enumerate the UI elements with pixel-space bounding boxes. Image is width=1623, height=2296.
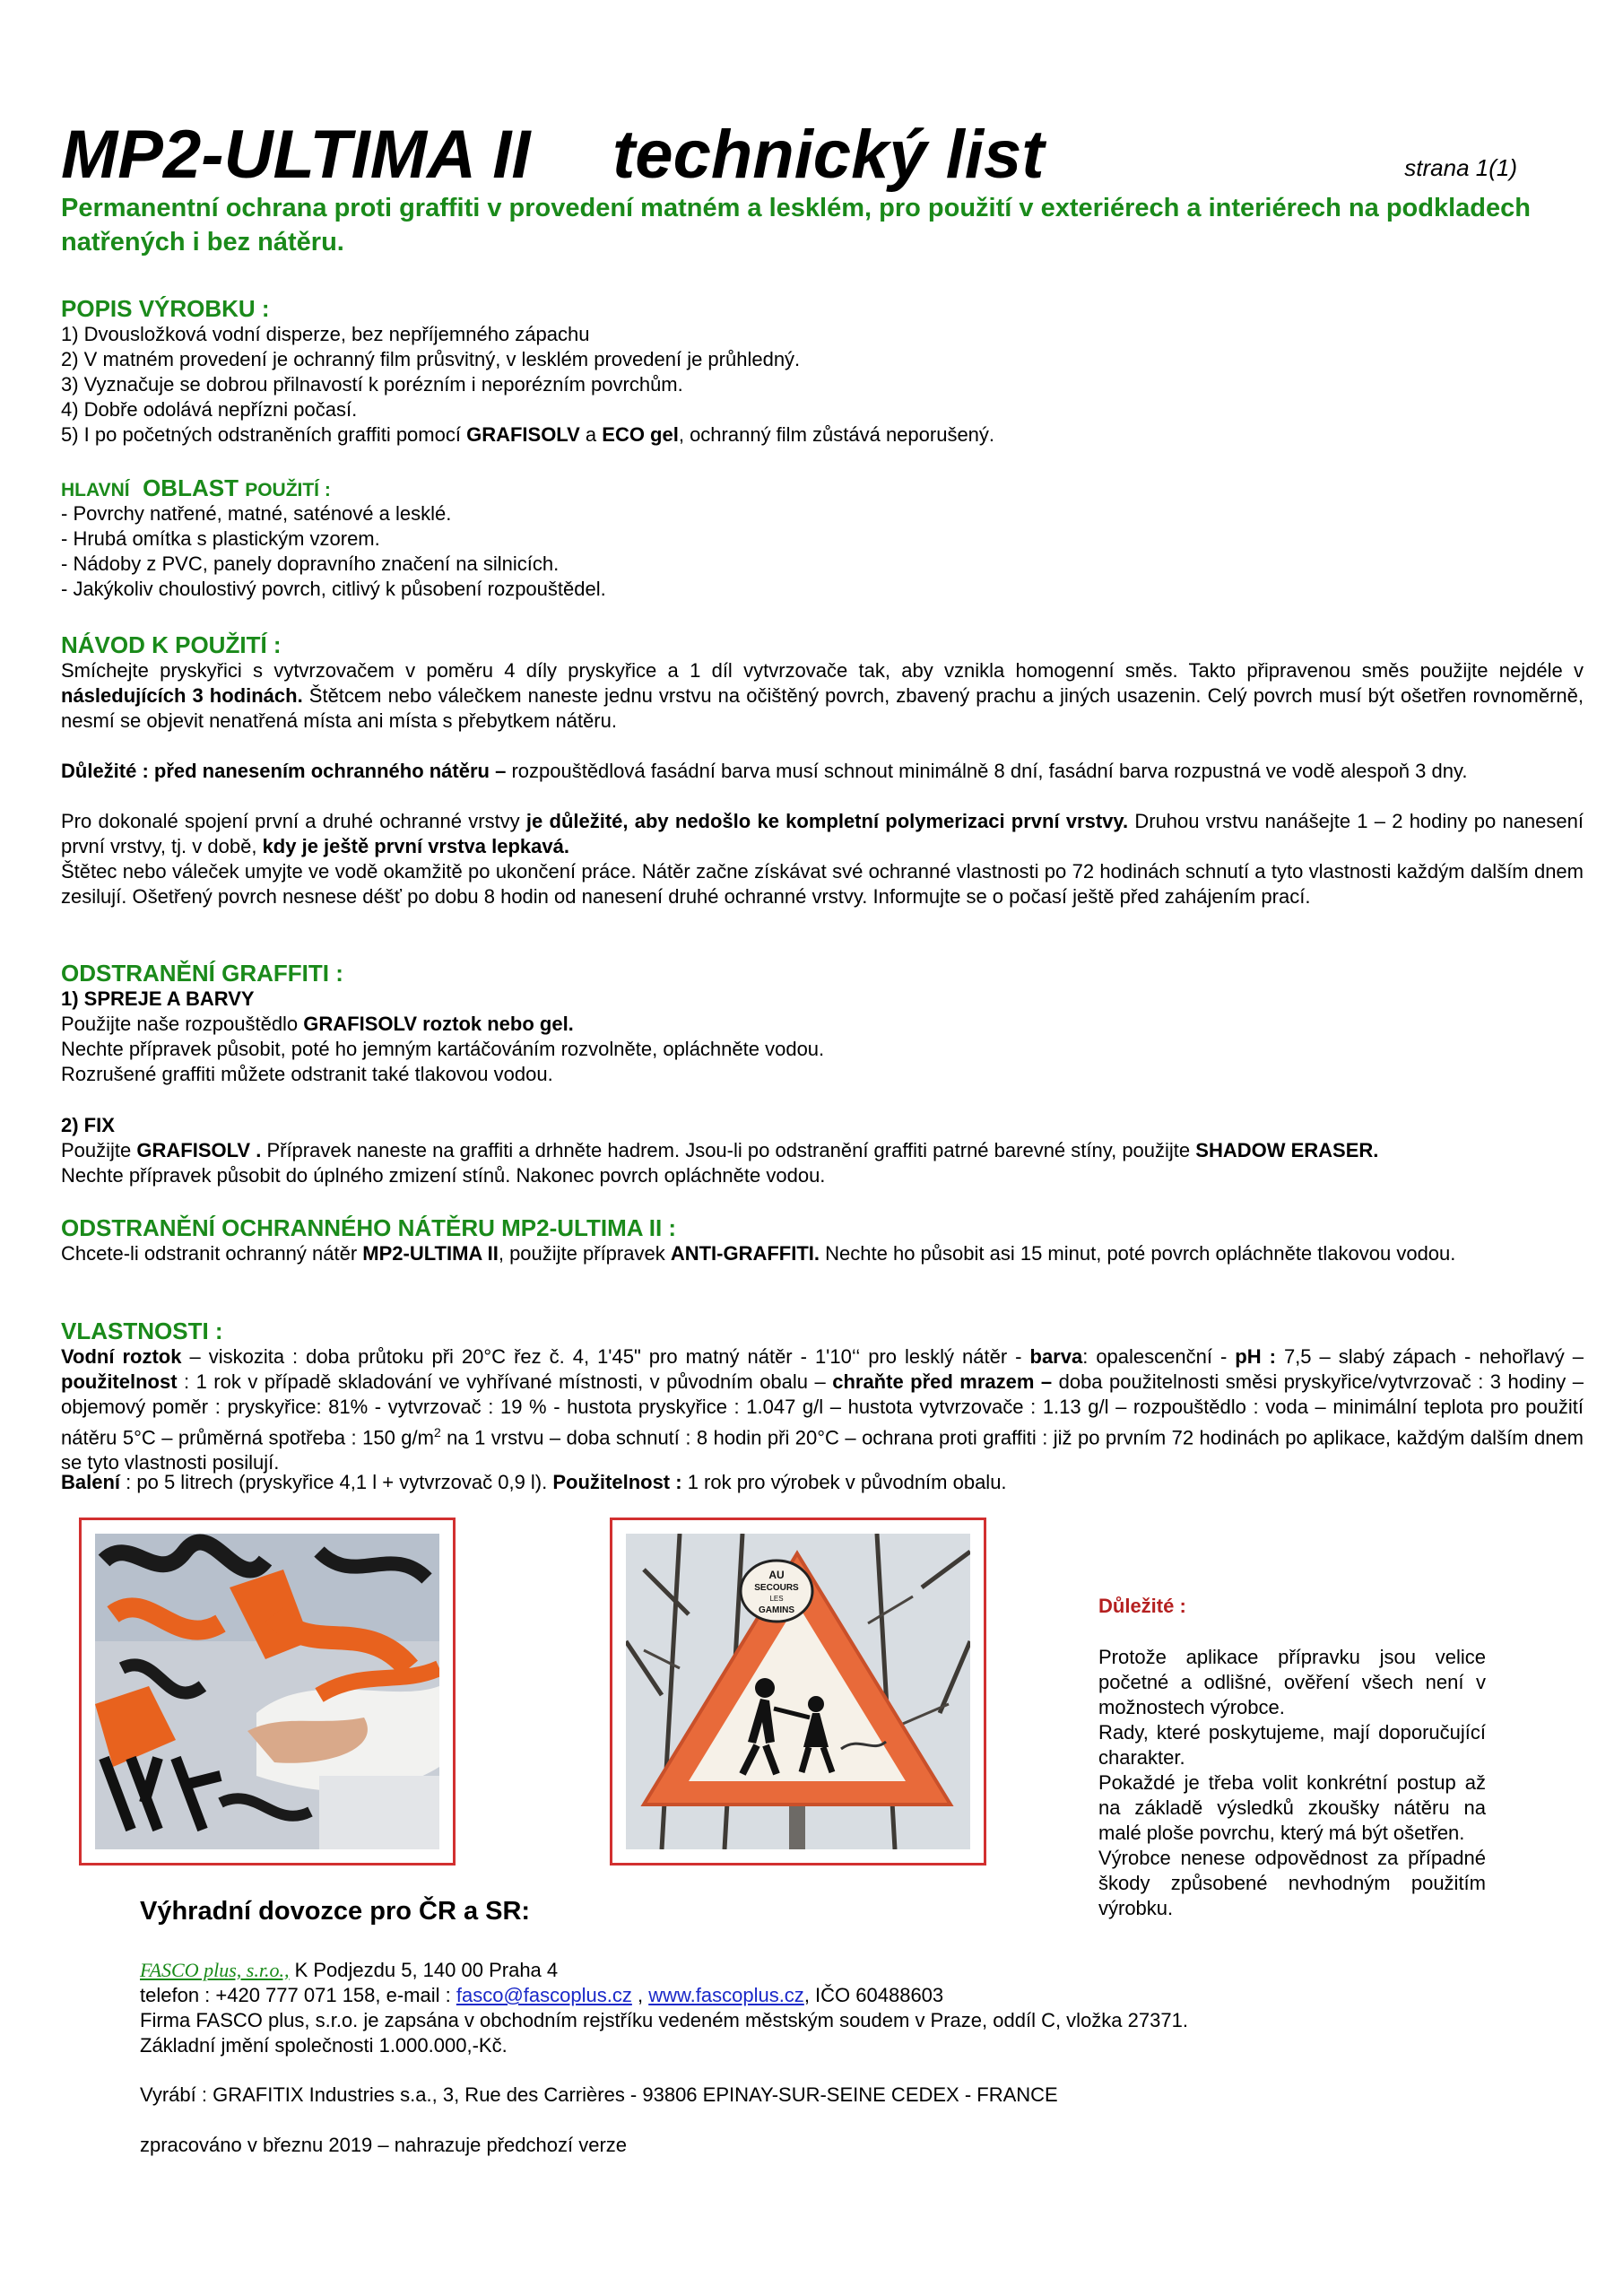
vlastnosti-text: Vodní roztok – viskozita : doba průtoku při 20°C řez č. 4, 1'45" pro matný nátěr - 1'10‘‘ pro lesklý nátěr - barva: opalescenční - pH : 7,5 – slabý zápach - nehořlavý – použitelnost : 1 rok v případě skladování ve vyhřívané místnosti, v původním obalu – chraňte před mrazem – doba použitelnosti směsi pryskyřice/vytvrzovač : 3 hodiny – objemový poměr : pryskyřice: 81% - vytvrzovač : 19 % - hustota pryskyřice : 1.047 g/l – hustota vytvrzovače : 1.13 g/l – rozpouštědlo : voda – minimální teplota pro použití nátěru 5°C – průměrná spotřeba : 150 $g/m^2$ na 1 vrstvu – doba schnutí : 8 hodin při 20°C – ochrana proti graffiti : již po prvním 72 hodinách po aplikace, každým dalším dnem se tyto vlastnosti posilují.: [61, 1345, 1584, 1474]
sign-graffiti-text-2: SECOURS: [754, 1583, 799, 1593]
section-heading-odstraneni-nateru: ODSTRANĚNÍ OCHRANNÉHO NÁTĚRU MP2-ULTIMA II :: [61, 1214, 677, 1241]
sign-graffiti-text-1: AU: [768, 1569, 785, 1581]
manufacturer: Vyrábí : GRAFITIX Industries s.a., 3, Rue des Carrières - 93806 EPINAY-SUR-SEINE CEDEX - FRANCE: [140, 2083, 1058, 2106]
subheading-fix: 2) FIX: [61, 1114, 115, 1136]
subheading-spreje: 1) SPREJE A BARVY: [61, 987, 255, 1010]
road-sign-image: [626, 1534, 970, 1849]
navod-paragraph-3: Pro dokonalé spojení první a druhé ochranné vrstvy je důležité, aby nedošlo ke kompletní polymerizaci první vrstvy. Druhou vrstvu nanášejte 1 – 2 hodiny po nanesení první vrstvy, tj. v době, kdy je ještě první vrstva lepkavá.: [61, 810, 1584, 857]
list-item: 1) Dvousložková vodní disperze, bez nepříjemného zápachu: [61, 323, 590, 345]
popis-list: [61, 322, 994, 448]
graffiti-image: [95, 1534, 439, 1849]
list-item: 3) Vyznačuje se dobrou přilnavostí k porézním i neporézním povrchům.: [61, 373, 683, 396]
odstraneni-nateru-text: Chcete-li odstranit ochranný nátěr MP2-ULTIMA II, použijte přípravek ANTI-GRAFFITI. Nechte ho působit asi 15 minut, poté povrch opláchněte tlakovou vodou.: [61, 1242, 1456, 1265]
revision-note: zpracováno v březnu 2019 – nahrazuje předchozí verze: [140, 2134, 628, 2156]
navod-paragraph-4: Štětec nebo váleček umyjte ve vodě okamžitě po ukončení práce. Nátěr začne získávat své ochranné vlastnosti po 72 hodinách schnutí a tyto vlastnosti každým dalším dnem zesilují. Ošetřený povrch nesnese déšť po dobu 8 hodin od nanesení druhé ochranné vrstvy. Informujte se o počasí ještě před zahájením prací.: [61, 860, 1584, 908]
section-heading-popis: POPIS VÝROBKU :: [61, 295, 270, 322]
page-number: strana 1(1): [1404, 154, 1517, 181]
importer-heading: Výhradní dovozce pro ČR a SR:: [140, 1897, 531, 1926]
note-heading: Důležité :: [1098, 1595, 1186, 1617]
title-product: MP2-ULTIMA II: [61, 117, 531, 193]
list-item: - Jakýkoliv choulostivý povrch, citlivý k působení rozpouštědel.: [61, 578, 606, 600]
oblast-list: [61, 501, 606, 602]
section-heading-navod: NÁVOD K POUŽITÍ :: [61, 631, 282, 658]
odstraneni-sprej: 1) SPREJE A BARVY Použijte naše rozpouštědlo GRAFISOLV roztok nebo gel. Nechte přípravek působit, poté ho jemným kartáčováním rozvolněte, opláchněte vodou. Rozrušené graffiti můžete odstranit také tlakovou vodou.: [61, 987, 825, 1085]
baleni-text: Balení : po 5 litrech (pryskyřice 4,1 l + vytvrzovač 0,9 l). Použitelnost : 1 rok pro výrobek v původním obalu.: [61, 1471, 1007, 1493]
list-item: - Hrubá omítka s plastickým vzorem.: [61, 527, 380, 550]
page-title: [61, 115, 1045, 196]
sign-graffiti-text-3: LES: [769, 1595, 784, 1603]
web-link[interactable]: www.fascoplus.cz: [648, 1984, 804, 2006]
list-item: - Nádoby z PVC, panely dopravního značení na silnicích.: [61, 552, 560, 575]
section-heading-vlastnosti: VLASTNOSTI :: [61, 1318, 223, 1344]
list-item: 5) I po početných odstraněních graffiti pomocí GRAFISOLV a ECO gel, ochranný film zůstává neporušený.: [61, 423, 995, 446]
photo-road-sign: [610, 1518, 986, 1866]
email-link[interactable]: fasco@fascoplus.cz: [456, 1984, 632, 2006]
note-body: Protože aplikace přípravku jsou velice početné a odlišné, ověření všech není v možnostech výrobce. Rady, které poskytujeme, mají doporučující charakter. Pokaždé je třeba volit konkrétní postup až na základě výsledků zkoušky nátěru na malé ploše povrchu, který má být ošetřen. Výrobce nenese odpovědnost za případné škody způsobené nevhodným použitím výrobku.: [1098, 1646, 1486, 1919]
sign-graffiti-text-4: GAMINS: [759, 1605, 794, 1615]
list-item: 2) V matném provedení je ochranný film průsvitný, v lesklém provedení je průhledný.: [61, 348, 801, 370]
photo-graffiti-removal: [79, 1518, 456, 1866]
importer-contact: FASCO plus, s.r.o., K Podjezdu 5, 140 00 Praha 4 telefon : +420 777 071 158, e-mail : fasco@fascoplus.cz , www.fascoplus.cz, IČO 60488603 Firma FASCO plus, s.r.o. je zapsána v obchodním rejstříku vedeném městským soudem v Praze, oddíl C, vložka 27371. Základní jmění společnosti 1.000.000,-Kč.: [140, 1959, 1188, 2057]
title-document-type: technický list: [612, 117, 1045, 193]
list-item: 4) Dobře odolává nepřízni počasí.: [61, 398, 358, 421]
subtitle: Permanentní ochrana proti graffiti v provedení matném a lesklém, pro použití v exteriérech a interiérech na podkladech natřených i bez nátěru.: [61, 194, 1531, 257]
section-heading-oblast: HLAVNÍ OBLAST POUŽITÍ :: [61, 474, 331, 501]
company-link[interactable]: FASCO plus, s.r.o.,: [140, 1959, 290, 1981]
odstraneni-fix: 2) FIX Použijte GRAFISOLV . Přípravek naneste na graffiti a drhněte hadrem. Jsou-li po odstranění graffiti patrné barevné stíny, použijte SHADOW ERASER. Nechte přípravek působit do úplného zmizení stínů. Nakonec povrch opláchněte vodou.: [61, 1114, 1379, 1187]
list-item: - Povrchy natřené, matné, saténové a lesklé.: [61, 502, 452, 525]
navod-paragraph-1: Smíchejte pryskyřici s vytvrzovačem v poměru 4 díly pryskyřice a 1 díl vytvrzovače tak, aby vznikla homogenní směs. Takto připravenou směs použijte nejdéle v následujících 3 hodinách. Štětcem nebo válečkem naneste jednu vrstvu na očištěný povrch, zbavený prachu a jiných usazenin. Celý povrch musí být ošetřen rovnoměrně, nesmí se objevit nenatřená místa ani místa s přebytkem nátěru.: [61, 659, 1584, 732]
section-heading-odstraneni: ODSTRANĚNÍ GRAFFITI :: [61, 960, 343, 987]
navod-paragraph-2: Důležité : před nanesením ochranného nátěru – rozpouštědlová fasádní barva musí schnout minimálně 8 dní, fasádní barva rozpustná ve vodě alespoň 3 dny.: [61, 760, 1468, 782]
